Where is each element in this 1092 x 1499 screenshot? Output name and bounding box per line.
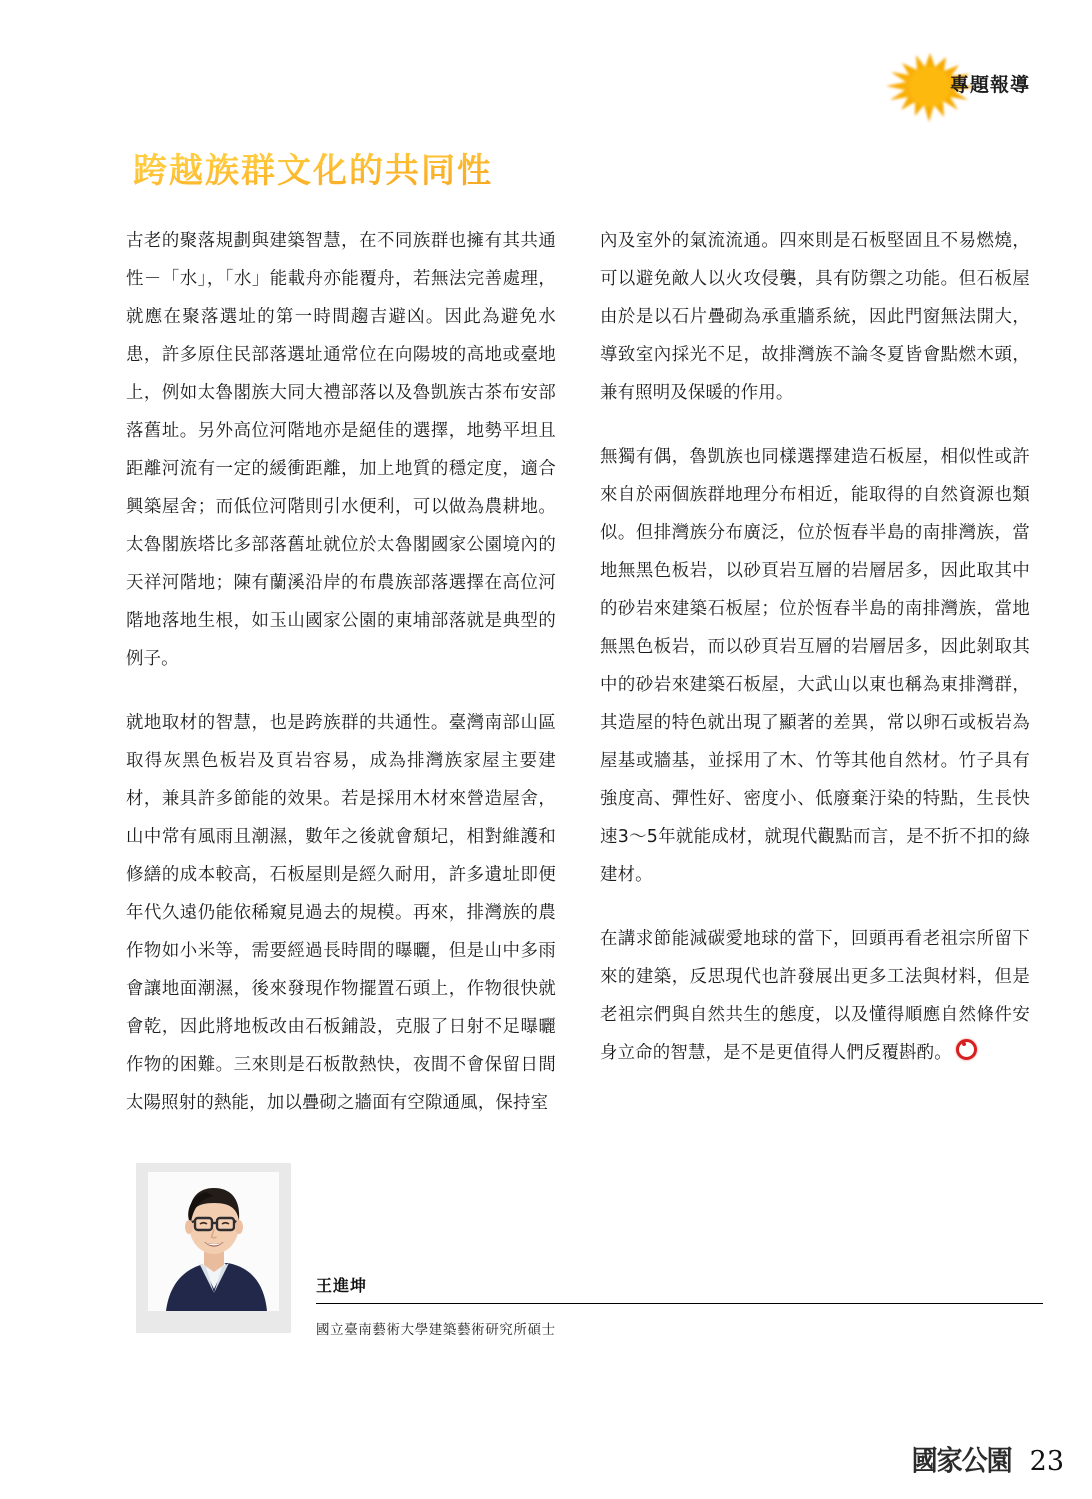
author-divider (316, 1303, 1043, 1304)
column-right (600, 222, 1030, 1122)
page-title: 跨越族群文化的共同性 (133, 143, 493, 192)
section-badge (874, 44, 1074, 130)
author-credential: 國立臺南藝術大學建築藝術研究所碩士 (316, 1322, 556, 1338)
paragraph-final (600, 920, 1030, 1072)
article-body (126, 222, 1031, 1122)
paragraph: 就地取材的智慧，也是跨族群的共通性。臺灣南部山區取得灰黑色板岩及頁岩容易，成為排灣族家屋主要建材，兼具許多節能的效果。若是採用木材來營造屋舍，山中常有風雨且潮濕，數年之後就會頹圮，相對維護和修繕的成本較高，石板屋則是經久耐用，許多遺址即便年代久遠仍能依稀窺見過去的規模。再來，排灣族的農作物如小米等，需要經過長時間的曝曬，但是山中多雨會讓地面潮濕，後來發現作物擺置石頭上，作物很快就會乾，因此將地板改由石板鋪設，克服了日射不足曝曬作物的困難。三來則是石板散熱快，夜間不會保留日間太陽照射的熱能，加以疊砌之牆面有空隙通風，保持室 (126, 713, 556, 1113)
author-block (136, 1163, 1036, 1363)
page-number: 23 (1029, 1446, 1064, 1477)
paragraph: 古老的聚落規劃與建築智慧，在不同族群也擁有其共通性－「水」，「水」能載舟亦能覆舟，若無法完善處理，就應在聚落選址的第一時間趨吉避凶。因此為避免水患，許多原住民部落選址通常位在向陽坡的高地或臺地上，例如太魯閣族大同大禮部落以及魯凱族古茶布安部落舊址。另外高位河階地亦是絕佳的選擇，地勢平坦且距離河流有一定的緩衝距離，加上地質的穩定度，適合興築屋舍；而低位河階則引水便利，可以做為農耕地。太魯閣族塔比多部落舊址就位於太魯閣國家公園境內的天祥河階地；陳有蘭溪沿岸的布農族部落選擇在高位河階地落地生根，如玉山國家公園的東埔部落就是典型的例子。 (126, 231, 556, 669)
author-portrait-photo (136, 1163, 291, 1333)
section-badge-label: 專題報導 (950, 74, 1031, 96)
paragraph-text: 在講求節能減碳愛地球的當下，回頭再看老祖宗所留下來的建築，反思現代也許發展出更多工法與材料，但是老祖宗們與自然共生的態度，以及懂得順應自然條件安身立命的智慧，是不是更值得人們反覆斟酌。 (600, 929, 1030, 1063)
paragraph: 內及室外的氣流流通。四來則是石板堅固且不易燃燒，可以避免敵人以火攻侵襲，具有防禦之功能。但石板屋由於是以石片疊砌為承重牆系統，因此門窗無法開大，導致室內採光不足，故排灣族不論冬夏皆會點燃木頭，兼有照明及保暖的作用。 (600, 231, 1030, 403)
author-info (316, 1273, 1043, 1338)
publication-logo: 國家公園 (911, 1445, 1012, 1478)
page-footer (912, 1440, 1064, 1477)
article-end-mark-icon (956, 1039, 977, 1060)
author-name: 王進坤 (316, 1276, 368, 1295)
paragraph: 無獨有偶，魯凱族也同樣選擇建造石板屋，相似性或許來自於兩個族群地理分布相近，能取得的自然資源也類似。但排灣族分布廣泛，位於恆春半島的南排灣族，當地無黑色板岩，以砂頁岩互層的岩層居多，因此取其中的砂岩來建築石板屋；位於恆春半島的南排灣族，當地無黑色板岩，而以砂頁岩互層的岩層居多，因此剝取其中的砂岩來建築石板屋，大武山以東也稱為東排灣群，其造屋的特色就出現了顯著的差異，常以卵石或板岩為屋基或牆基，並採用了木、竹等其他自然材。竹子具有強度高、彈性好、密度小、低廢棄汙染的特點，生長快速3～5年就能成材，就現代觀點而言，是不折不扣的綠建材。 (600, 447, 1030, 885)
column-left (126, 222, 556, 1122)
